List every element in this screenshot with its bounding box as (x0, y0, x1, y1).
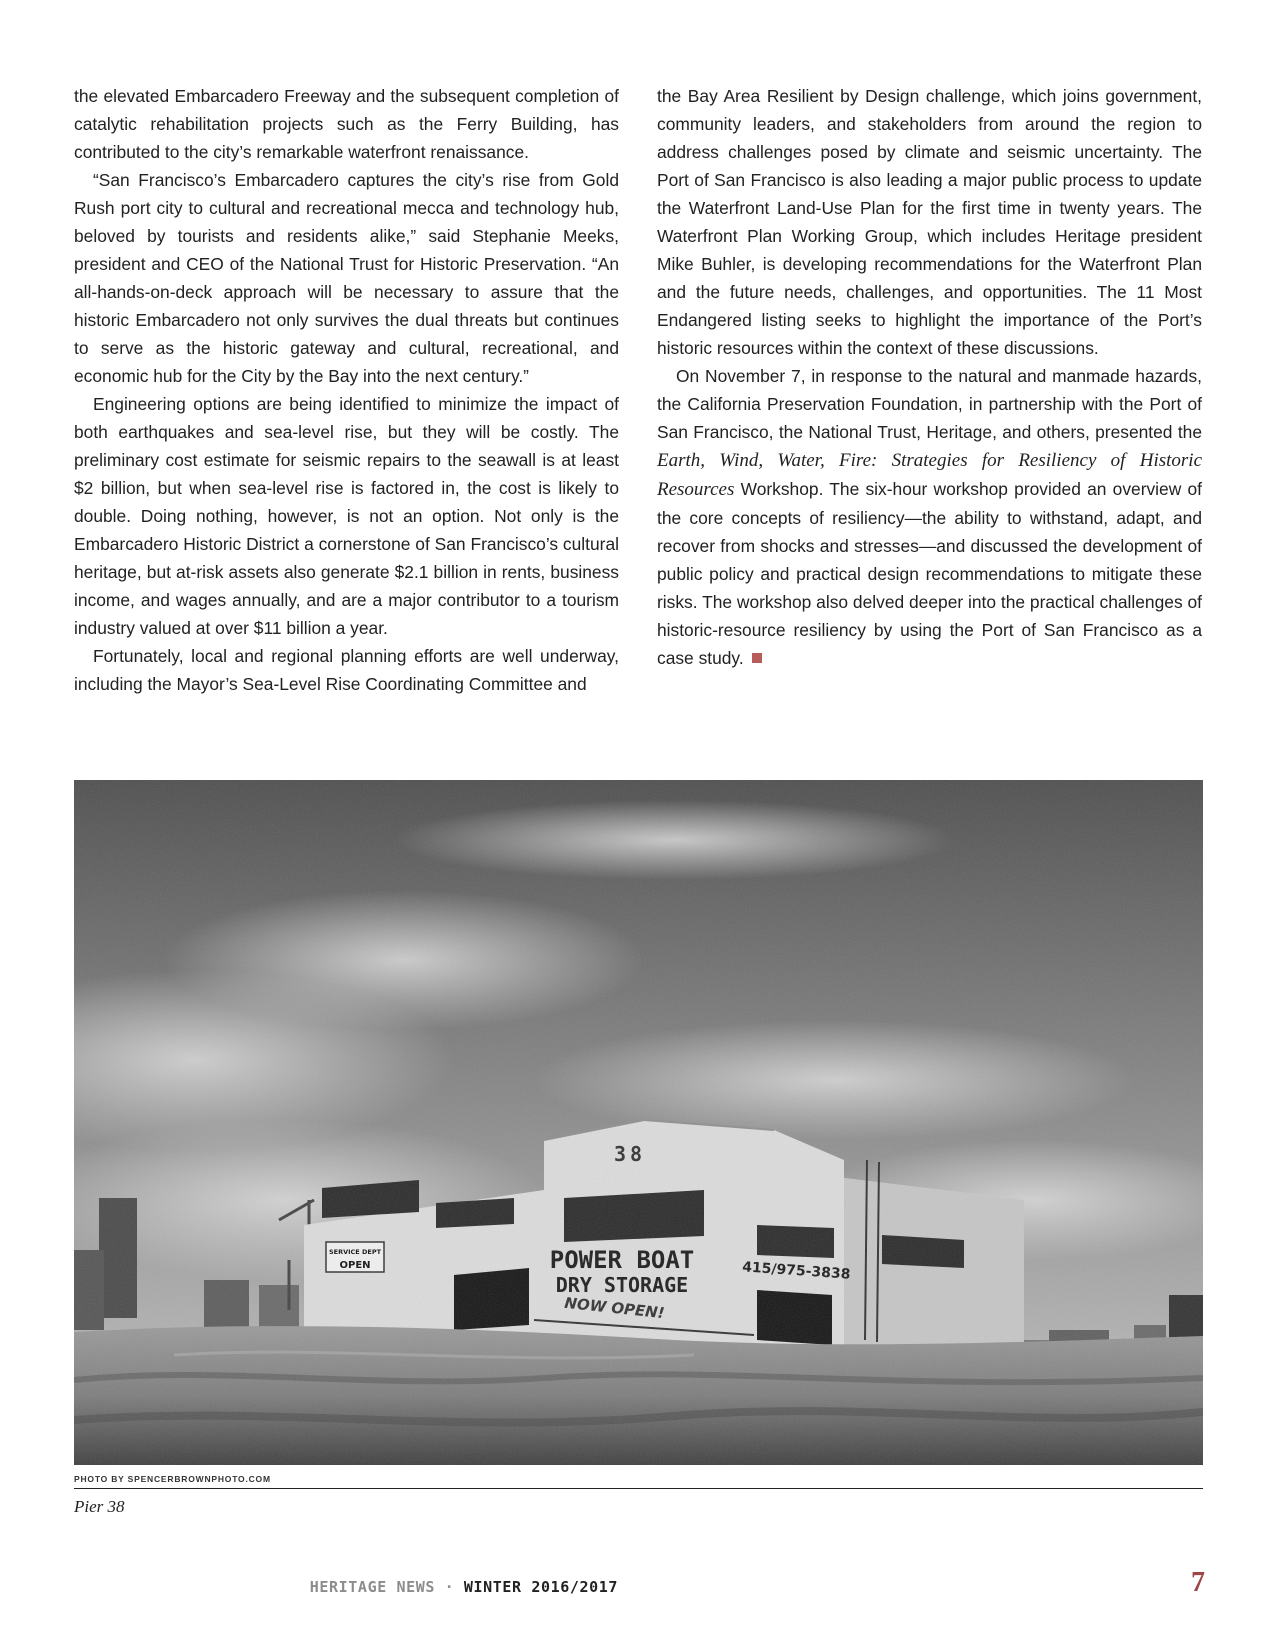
page-number: 7 (1191, 1567, 1205, 1598)
photo-credit: PHOTO BY SPENCERBROWNPHOTO.COM (74, 1474, 271, 1484)
caption-divider (74, 1488, 1203, 1489)
paragraph-text: Workshop. The six-hour workshop provided an overview of the core concepts of resiliency—the ability to withstand, adapt, and recover from shocks and stresses—and discussed the development of public policy and practical design recommendations to mitigate these risks. The workshop also delved deeper into the practical challenges of historic-resource resiliency by using the Port of San Francisco as a case study. (657, 479, 1202, 668)
photo-caption: Pier 38 (74, 1497, 125, 1516)
article-paragraph: Fortunately, local and regional planning efforts are well underway, including the Mayor’s Sea-Level Rise Coordinating Committee and (74, 646, 619, 694)
article-paragraph: Engineering options are being identified to minimize the impact of both earthquakes and sea-level rise, but they will be costly. The preliminary cost estimate for seismic repairs to the seawall is at least $2 billion, but when sea-level rise is factored in, the cost is likely to double. Doing nothing, however, is not an option. Not only is the Embarcadero Historic District a cornerstone of San Francisco’s cultural heritage, but at-risk assets also generate $2.1 billion in rents, business income, and wages annually, and are a major contributor to a tourism industry valued at over $11 billion a year. (74, 394, 619, 638)
article-paragraph: the Bay Area Resilient by Design challenge, which joins government, community leaders, and stakeholders from around the region to address challenges posed by climate and seismic uncertainty. The Port of San Francisco is also leading a major public process to update the Waterfront Land-Use Plan for the first time in twenty years. The Waterfront Plan Working Group, which includes Heritage president Mike Buhler, is developing recommendations for the Waterfront Plan and the future needs, challenges, and opportunities. The 11 Most Endangered listing seeks to highlight the importance of the Port’s historic resources within the context of these discussions. (657, 86, 1202, 358)
article-column-right (657, 82, 1202, 672)
article-column-left (74, 82, 619, 698)
article-paragraph (657, 362, 1202, 672)
publication-name: HERITAGE NEWS (309, 1578, 435, 1596)
footer-separator: · (444, 1578, 455, 1596)
issue-label: WINTER 2016/2017 (463, 1578, 618, 1596)
article-paragraph: the elevated Embarcadero Freeway and the subsequent completion of catalytic rehabilitation projects such as the Ferry Building, has contributed to the city’s remarkable waterfront renaissance. (74, 86, 619, 162)
pier-38-photo (74, 780, 1203, 1465)
page-footer (298, 1578, 618, 1596)
workshop-title: Earth, Wind, Water, Fire: Strategies for Resiliency of Historic Resources (657, 450, 1202, 500)
article-paragraph: “San Francisco’s Embarcadero captures the city’s rise from Gold Rush port city to cultural and recreational mecca and technology hub, beloved by tourists and residents alike,” said Stephanie Meeks, president and CEO of the National Trust for Historic Preservation. “An all-hands-on-deck approach will be necessary to assure that the historic Embarcadero not only survives the dual threats but continues to serve as the historic gateway and cultural, recreational, and economic hub for the City by the Bay into the next century.” (74, 170, 619, 386)
end-mark-icon (752, 653, 762, 663)
paragraph-text: On November 7, in response to the natural and manmade hazards, the California Preservation Foundation, in partnership with the Port of San Francisco, the National Trust, Heritage, and others, presented the (657, 366, 1202, 442)
